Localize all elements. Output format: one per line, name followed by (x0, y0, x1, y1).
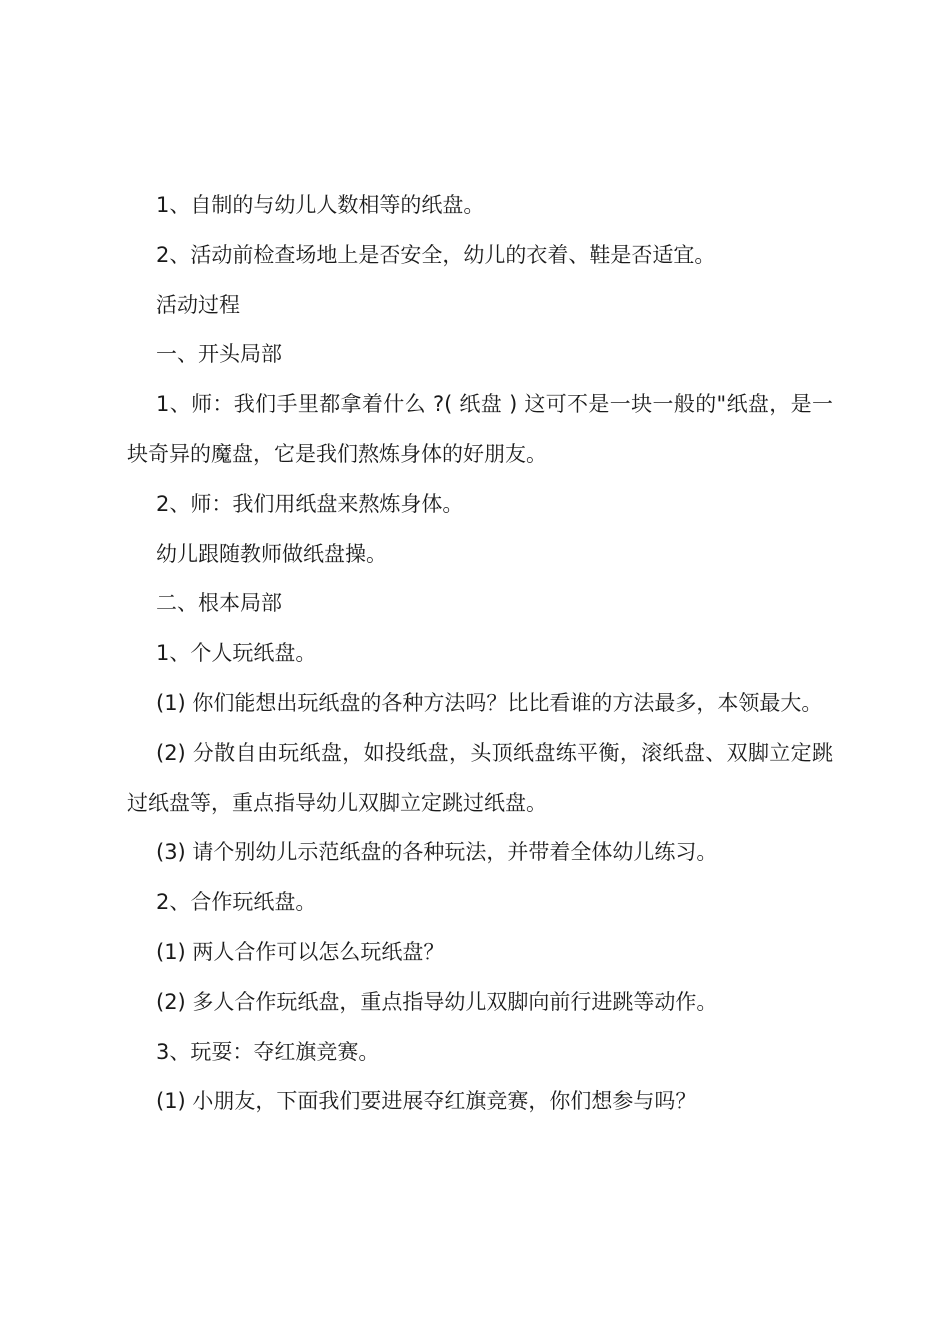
paragraph-main-2: 2、合作玩纸盘。 (156, 890, 317, 915)
paragraph-main-3: 3、玩耍：夺红旗竞赛。 (156, 1039, 380, 1064)
paragraph-opening-3: 幼儿跟随教师做纸盘操。 (156, 541, 387, 566)
paragraph-main-1-c: (3) 请个别幼儿示范纸盘的各种玩法，并带着全体幼儿练习。 (156, 840, 718, 865)
paragraph-main-1: 1、个人玩纸盘。 (156, 641, 317, 666)
document-body (127, 181, 833, 1127)
paragraph-materials-2: 2、活动前检查场地上是否安全，幼儿的衣着、鞋是否适宜。 (156, 242, 716, 267)
paragraph-materials-1: 1、自制的与幼儿人数相等的纸盘。 (156, 193, 485, 217)
section-heading-opening: 一、开头局部 (156, 342, 282, 367)
paragraph-main-1-b: (2) 分散自由玩纸盘，如投纸盘，头顶纸盘练平衡，滚纸盘、双脚立定跳过纸盘等，重点指导幼儿双脚立定跳过纸盘。 (127, 740, 833, 815)
paragraph-main-2-a: (1) 两人合作可以怎么玩纸盘？ (156, 939, 445, 964)
paragraph-opening-2: 2、师：我们用纸盘来熬炼身体。 (156, 491, 464, 516)
section-heading-main: 二、根本局部 (156, 591, 282, 616)
section-heading-activity-process: 活动过程 (156, 292, 240, 317)
paragraph-main-3-a: (1) 小朋友，下面我们要进展夺红旗竞赛，你们想参与吗？ (156, 1089, 697, 1114)
paragraph-opening-1: 1、师：我们手里都拿着什么 ?( 纸盘 ) 这可不是一块一般的"纸盘，是一块奇异的魔盘，它是我们熬炼身体的好朋友。 (127, 392, 833, 466)
paragraph-main-1-a: (1) 你们能想出玩纸盘的各种方法吗？比比看谁的方法最多，本领最大。 (156, 690, 823, 715)
paragraph-main-2-b: (2) 多人合作玩纸盘，重点指导幼儿双脚向前行进跳等动作。 (156, 989, 718, 1014)
